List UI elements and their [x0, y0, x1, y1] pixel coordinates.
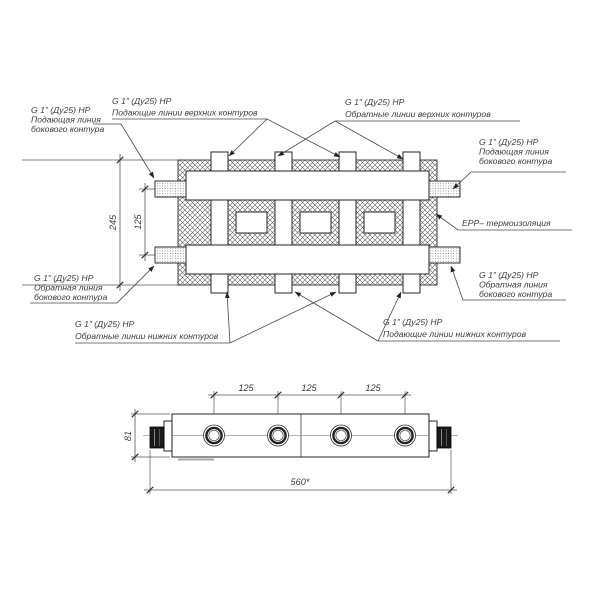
callout-line: Обратные линии нижних контуров [75, 331, 219, 341]
leader-right-upper [453, 172, 566, 189]
callout-line: G 1" (Ду25) НР [479, 137, 539, 147]
dim-125-front [133, 183, 148, 261]
left-thread-nipple [150, 427, 164, 448]
callout-line: бокового контура [479, 289, 553, 299]
right-end-step [429, 421, 437, 451]
callout-line: Подающая линия [31, 114, 101, 125]
left-bottom-stub [155, 247, 186, 263]
leader-bottom-right-a [295, 292, 378, 341]
callout-line: бокового контура [479, 156, 553, 166]
return-collector-bar [186, 245, 429, 274]
dim-125-1: 125 [238, 383, 254, 393]
insulation-window [236, 212, 267, 233]
callout-line: бокового контура [34, 292, 108, 302]
left-top-stub [155, 181, 186, 197]
dim-125-label: 125 [133, 214, 143, 230]
callout-top-center [112, 96, 258, 118]
callout-epp [462, 218, 551, 228]
leader-bottom-left-a [227, 292, 230, 343]
callout-line: G 1" (Ду25) НР [31, 105, 91, 115]
side-view [123, 383, 458, 494]
right-bottom-stub [429, 247, 460, 263]
front-view [22, 96, 572, 343]
dim-560-label: 560* [290, 477, 310, 487]
supply-collector-bar [186, 171, 429, 200]
insulation-window [364, 212, 395, 233]
callout-bottom-right [383, 317, 527, 339]
dim-245-label: 245 [108, 214, 118, 231]
right-top-stub [429, 181, 460, 197]
callout-bottom-left [75, 319, 219, 341]
dim-81-label: 81 [123, 430, 133, 442]
leader-top-right-a [278, 121, 335, 156]
callout-line: Обратная линия [34, 282, 103, 293]
callout-right-upper [479, 137, 552, 166]
callout-line: G 1" (Ду25) НР [345, 97, 405, 107]
port-circle-1 [204, 425, 225, 446]
callout-line: EPP– термоизоляция [462, 218, 551, 228]
leader-bottom-left-b [230, 292, 336, 343]
dim-125-2: 125 [301, 383, 317, 393]
callout-left-lower [34, 273, 107, 302]
callout-line: Обратные линии верхних контуров [345, 109, 491, 119]
callout-line: Подающая линия [479, 146, 549, 157]
port-circle-3 [331, 425, 352, 446]
port-circle-2 [268, 425, 289, 446]
port-circle-4 [395, 425, 416, 446]
callout-line: G 1" (Ду25) НР [479, 270, 539, 280]
callout-line: Обратная линия [479, 279, 548, 290]
callout-line: Подающие линии нижних контуров [383, 329, 527, 339]
callout-line: бокового контура [31, 124, 105, 134]
insulation-window [300, 212, 331, 233]
dim-245 [108, 154, 123, 291]
dim-port-spacing [208, 383, 411, 398]
callout-top-left [31, 105, 104, 134]
dim-125-3: 125 [365, 383, 381, 393]
callout-line: G 1" (Ду25) НР [34, 273, 94, 283]
callout-line: G 1" (Ду25) НР [75, 319, 135, 329]
right-thread-nipple [437, 427, 451, 448]
callout-top-right [345, 97, 491, 119]
left-end-step [164, 421, 172, 451]
callout-line: Подающие линии верхних контуров [112, 107, 258, 118]
leader-top-center-a [229, 119, 267, 156]
callout-line: G 1" (Ду25) НР [383, 317, 443, 327]
callout-line: G 1" (Ду25) НР [112, 96, 172, 106]
callout-right-lower [479, 270, 552, 299]
